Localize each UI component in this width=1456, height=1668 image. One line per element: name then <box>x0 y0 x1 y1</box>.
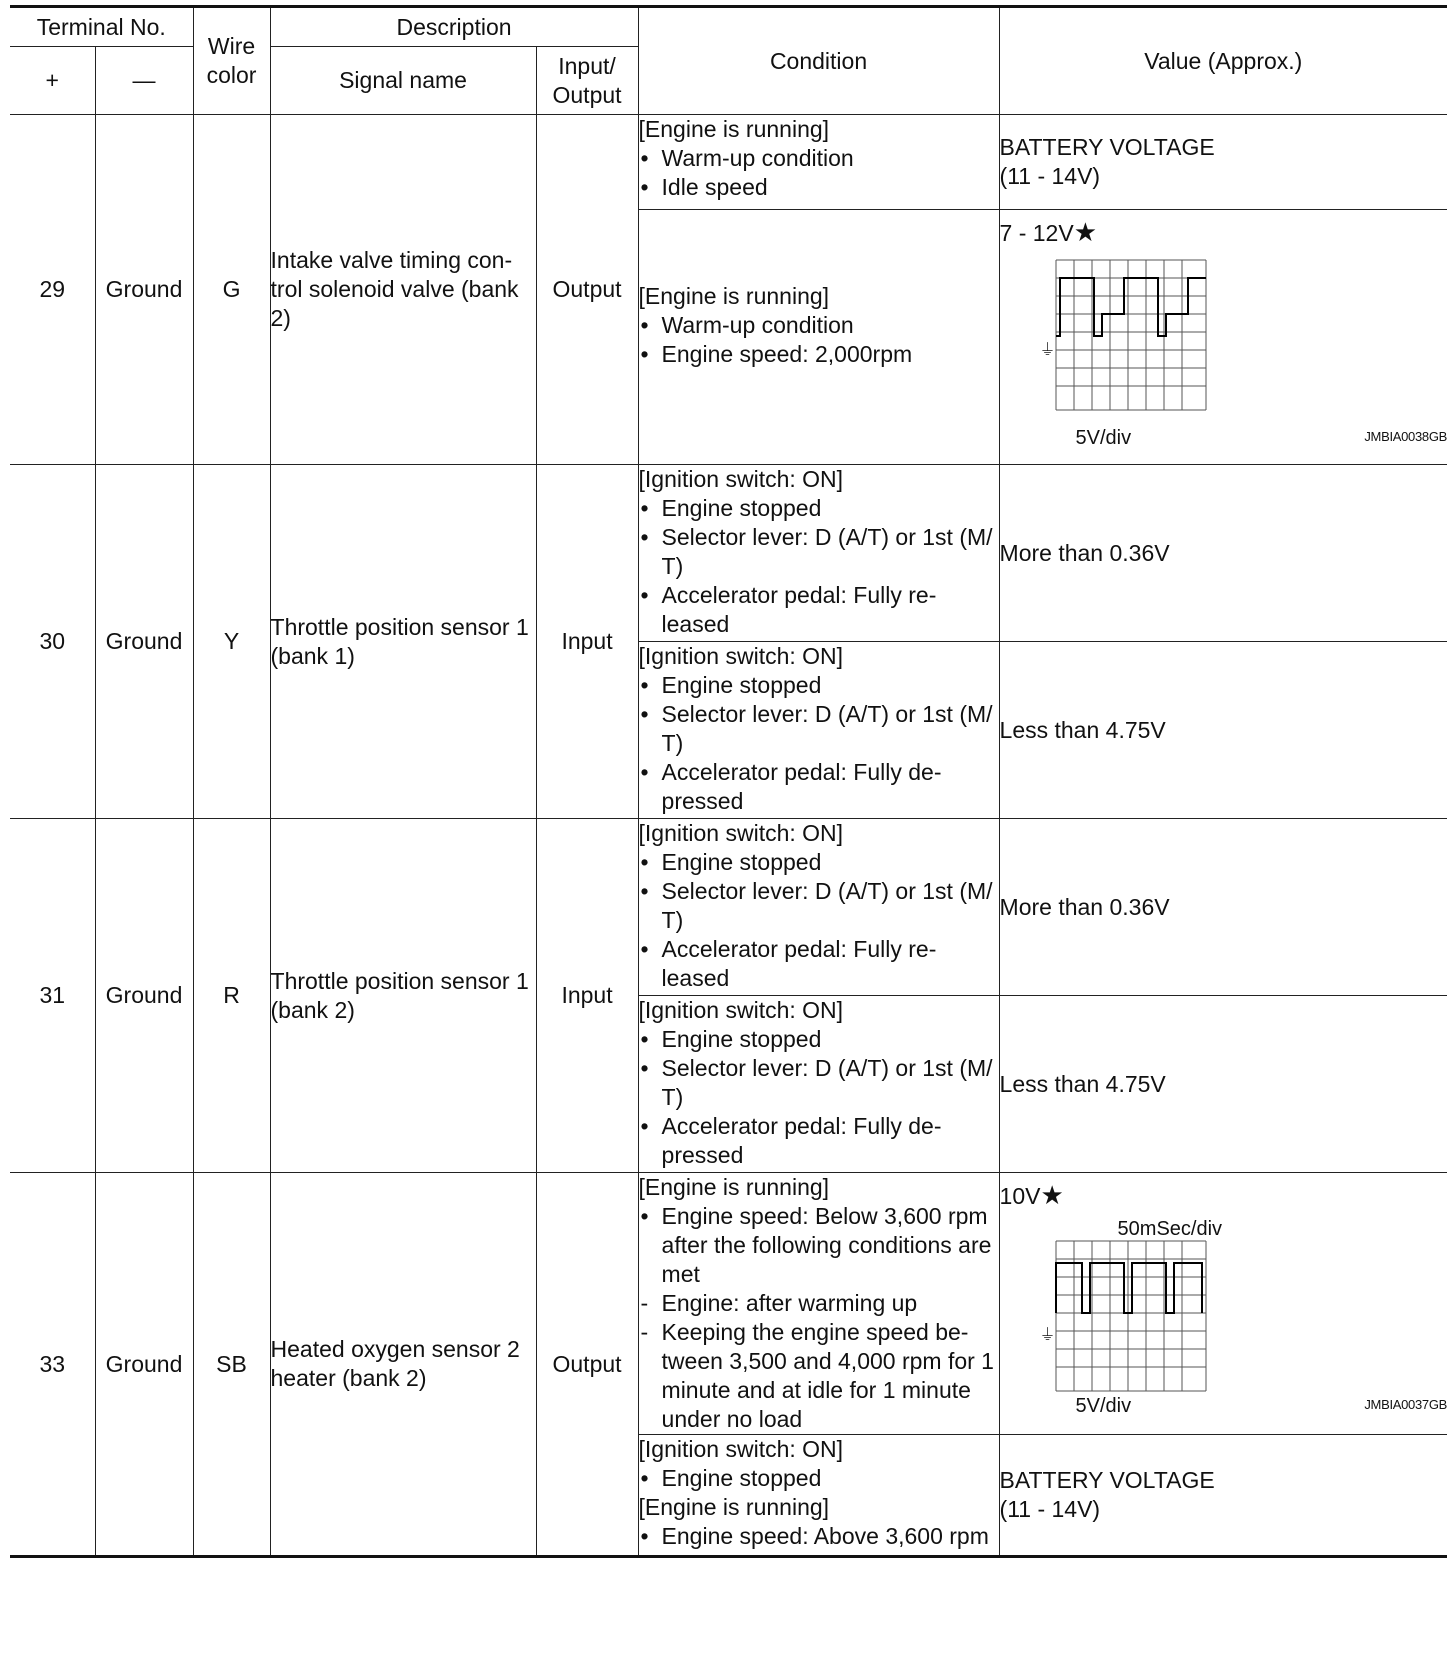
condition-cell <box>638 115 999 210</box>
star-icon: ★ <box>1073 217 1097 247</box>
condition-cell <box>638 996 999 1173</box>
header-condition: Condition <box>638 7 999 115</box>
condition-cell <box>638 465 999 642</box>
table-row <box>10 465 1447 642</box>
value-cell: More than 0.36V <box>999 465 1447 642</box>
terminal-minus: Ground <box>95 115 193 465</box>
wire-color: G <box>193 115 270 465</box>
condition-heading: [Ignition switch: ON] <box>638 466 844 492</box>
value-waveform-cell <box>999 210 1447 465</box>
table-row <box>10 115 1447 210</box>
wire-color: Y <box>193 465 270 819</box>
figure-code: JMBIA0037GB <box>1364 1397 1448 1412</box>
condition-heading: [Ignition switch: ON] <box>638 997 844 1023</box>
condition-cell <box>638 819 999 996</box>
value-cell: Less than 4.75V <box>999 642 1447 819</box>
value-line: (11 - 14V) <box>999 1496 1101 1522</box>
wire-color: R <box>193 819 270 1173</box>
input-output: Input <box>536 819 638 1173</box>
condition-bullet: • Engine speed: Above 3,600 rpm <box>640 1523 989 1549</box>
terminal-plus: 31 <box>10 819 95 1173</box>
condition-cell <box>638 1435 999 1557</box>
condition-bullet: • Engine stopped <box>640 849 822 875</box>
condition-cell <box>638 1173 999 1435</box>
star-icon: ★ <box>1040 1180 1064 1210</box>
condition-dash-item: - Keeping the engine speed be-tween 3,500 and 4,000 rpm for 1 minute and at idle for 1 minute under no load <box>640 1319 994 1432</box>
signal-name: Throttle position sensor 1 (bank 1) <box>270 465 536 819</box>
terminal-plus: 33 <box>10 1173 95 1557</box>
condition-dash-item: - Engine: after warming up <box>640 1290 918 1316</box>
signal-name: Intake valve timing con-trol solenoid valve (bank 2) <box>270 115 536 465</box>
condition-cell <box>638 642 999 819</box>
value-cell <box>999 1435 1447 1557</box>
header-terminal-no: Terminal No. <box>10 7 193 47</box>
condition-heading: [Ignition switch: ON] <box>638 643 844 669</box>
header-description: Description <box>270 7 638 47</box>
header-input-output: Input/ Output <box>536 47 638 115</box>
value-waveform-cell <box>999 1173 1447 1435</box>
condition-bullet: • Warm-up condition <box>640 311 854 338</box>
waveform-timebase: 50mSec/div <box>1117 1218 1223 1240</box>
signal-name: Heated oxygen sensor 2 heater (bank 2) <box>270 1173 536 1557</box>
condition-heading: [Engine is running] <box>638 282 830 309</box>
condition-bullet: • Selector lever: D (A/T) or 1st (M/ T) <box>640 701 993 756</box>
terminal-minus: Ground <box>95 1173 193 1557</box>
table-row <box>10 819 1447 996</box>
value-line: (11 - 14V) <box>999 163 1101 189</box>
condition-bullet: • Engine speed: Below 3,600 rpm after the following conditions are met <box>640 1203 992 1287</box>
condition-bullet: • Selector lever: D (A/T) or 1st (M/ T) <box>640 524 993 579</box>
condition-bullet: • Idle speed <box>640 174 768 200</box>
header-plus: + <box>10 47 95 115</box>
waveform-figure <box>1000 218 1448 453</box>
condition-heading: [Ignition switch: ON] <box>638 1436 844 1462</box>
terminal-minus: Ground <box>95 465 193 819</box>
waveform-scale: 5V/div <box>1075 427 1132 449</box>
input-output: Output <box>536 1173 638 1557</box>
ground-icon: ⏚ <box>1039 1327 1056 1344</box>
header-minus: — <box>95 47 193 115</box>
condition-cell <box>638 210 999 465</box>
value-cell <box>999 115 1447 210</box>
terminal-minus: Ground <box>95 819 193 1173</box>
table-row <box>10 1173 1447 1435</box>
condition-heading: [Ignition switch: ON] <box>638 820 844 846</box>
value-cell: More than 0.36V <box>999 819 1447 996</box>
header-value: Value (Approx.) <box>999 7 1447 115</box>
terminal-spec-table <box>10 5 1447 1558</box>
terminal-plus: 30 <box>10 465 95 819</box>
header-wire-color: Wire color <box>193 7 270 115</box>
input-output: Output <box>536 115 638 465</box>
condition-bullet: • Selector lever: D (A/T) or 1st (M/ T) <box>640 1055 993 1110</box>
signal-name: Throttle position sensor 1 (bank 2) <box>270 819 536 1173</box>
value-line: BATTERY VOLTAGE <box>999 134 1215 160</box>
condition-bullet: • Engine stopped <box>640 495 822 521</box>
condition-heading: [Engine is running] <box>638 1174 830 1200</box>
condition-bullet: • Engine stopped <box>640 1465 822 1491</box>
condition-bullet: • Selector lever: D (A/T) or 1st (M/ T) <box>640 878 993 933</box>
value-line: BATTERY VOLTAGE <box>999 1467 1215 1493</box>
condition-bullet: • Engine speed: 2,000rpm <box>640 340 913 367</box>
waveform-figure <box>1000 1181 1448 1421</box>
condition-bullet: • Warm-up condition <box>640 145 854 171</box>
wire-color: SB <box>193 1173 270 1557</box>
figure-code: JMBIA0038GB <box>1364 429 1448 444</box>
waveform-voltage: 7 - 12V★ <box>999 217 1097 247</box>
terminal-plus: 29 <box>10 115 95 465</box>
condition-bullet: • Engine stopped <box>640 1026 822 1052</box>
waveform-voltage: 10V★ <box>999 1180 1064 1210</box>
condition-bullet: • Accelerator pedal: Fully re-leased <box>640 582 937 637</box>
value-cell: Less than 4.75V <box>999 996 1447 1173</box>
oscilloscope-waveform-icon <box>1054 258 1214 418</box>
ground-icon: ⏚ <box>1039 342 1056 359</box>
header-signal-name: Signal name <box>270 47 536 115</box>
condition-bullet: • Accelerator pedal: Fully re-leased <box>640 936 937 991</box>
oscilloscope-waveform-icon <box>1054 1239 1214 1399</box>
condition-bullet: • Engine stopped <box>640 672 822 698</box>
condition-heading: [Engine is running] <box>638 116 830 142</box>
input-output: Input <box>536 465 638 819</box>
waveform-scale: 5V/div <box>1075 1395 1132 1417</box>
condition-heading: [Engine is running] <box>638 1494 830 1520</box>
condition-bullet: • Accelerator pedal: Fully de-pressed <box>640 1113 942 1168</box>
condition-bullet: • Accelerator pedal: Fully de-pressed <box>640 759 942 814</box>
